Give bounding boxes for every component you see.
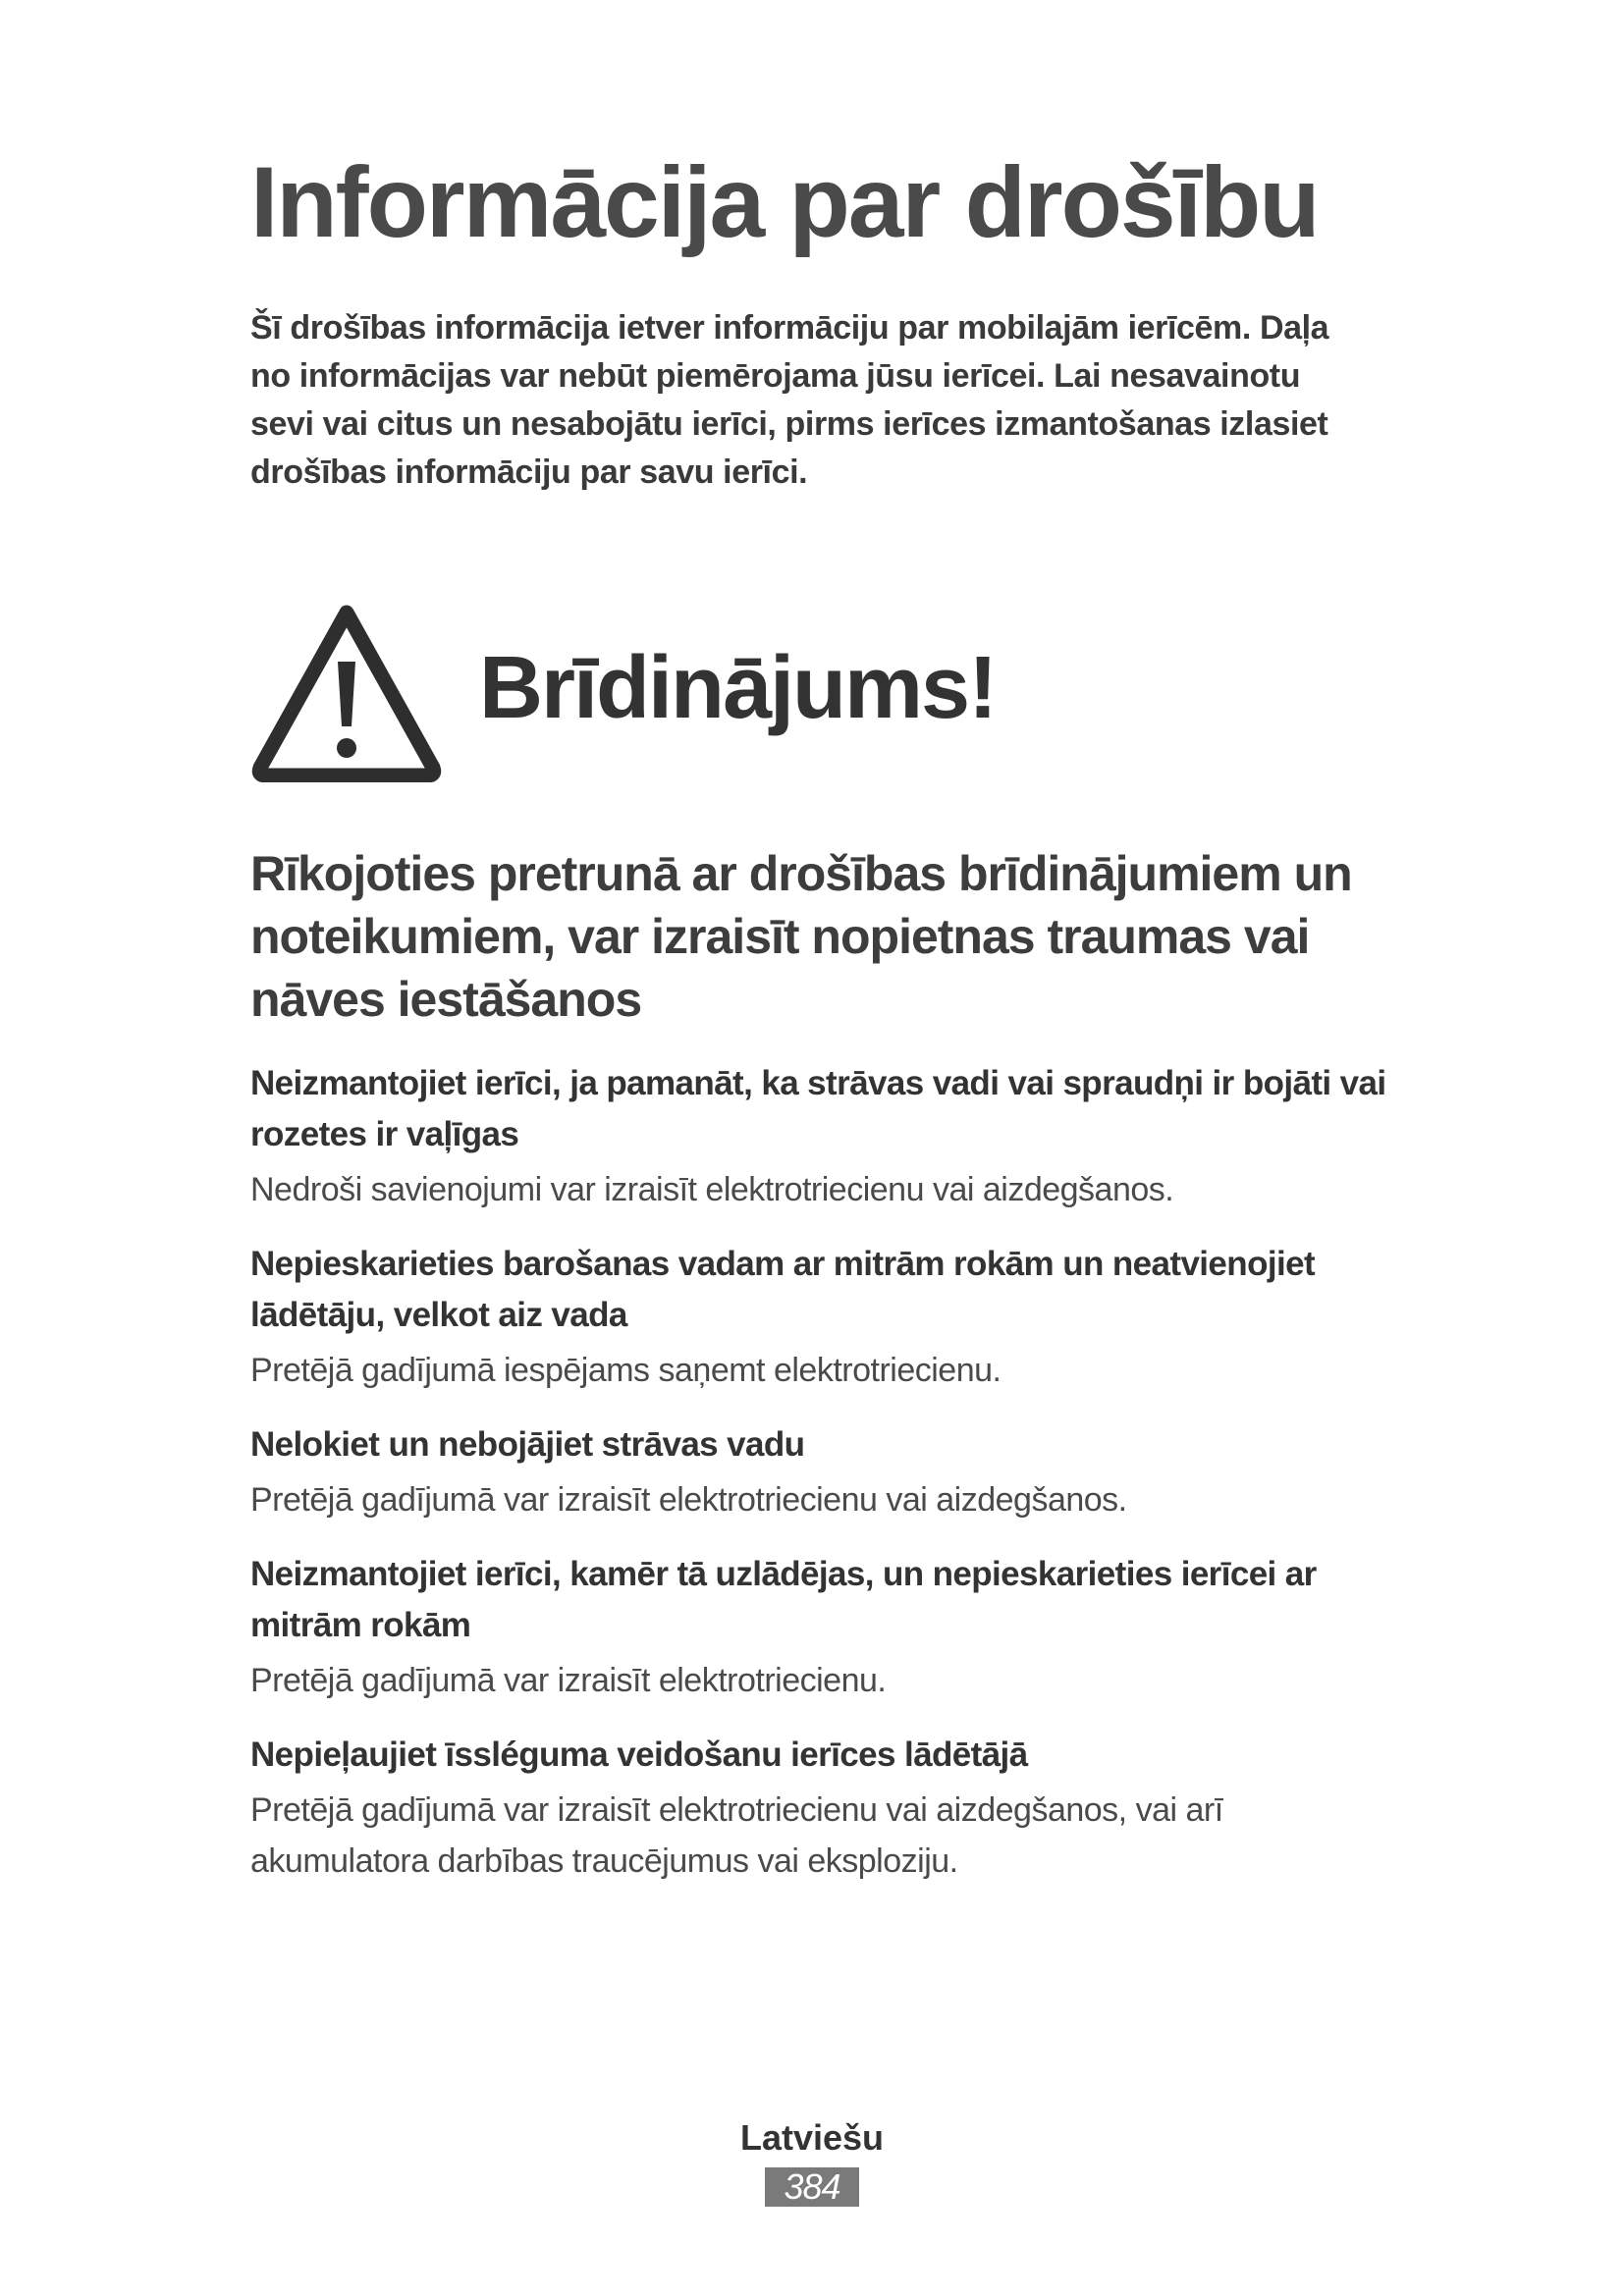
page-footer [0,2116,1624,2207]
footer-language: Latviešu [739,2117,885,2158]
safety-item-heading: Neizmantojiet ierīci, ja pamanāt, ka strāvas vadi vai spraudņi ir bojāti vai rozetes ir vaļīgas [250,1064,1386,1153]
safety-item-text: Pretējā gadījumā var izraisīt elektrotriecienu. [250,1662,887,1699]
safety-item-text: Pretējā gadījumā var izraisīt elektrotriecienu vai aizdegšanos. [250,1481,1127,1519]
warning-title: Brīdinājums! [479,639,997,737]
safety-item [250,1419,1409,1525]
safety-item [250,1239,1409,1396]
warning-header [250,601,1330,787]
safety-item-text: Pretējā gadījumā var izraisīt elektrotriecienu vai aizdegšanos, vai arī akumulatora darbības traucējumus vai eksploziju. [250,1791,1223,1880]
safety-item [250,1730,1409,1887]
safety-item-text: Pretējā gadījumā iespējams saņemt elektrotriecienu. [250,1352,1001,1389]
safety-item-heading: Neizmantojiet ierīci, kamēr tā uzlādējas, un nepieskarieties ierīcei ar mitrām rokām [250,1555,1317,1644]
page-number: 384 [765,2167,859,2207]
safety-item-text: Nedroši savienojumi var izraisīt elektrotriecienu vai aizdegšanos. [250,1171,1174,1208]
intro-paragraph: Šī drošības informācija ietver informāciju par mobilajām ierīcēm. Daļa no informācijas var nebūt piemērojama jūsu ierīcei. Lai nesavainotu sevi vai citus un nesabojātu ierīci, pirms ierīces izmantošanas izlasiet drošības informāciju par savu ierīci. [250,309,1329,491]
safety-item-heading: Nelokiet un nebojājiet strāvas vadu [250,1425,805,1464]
warning-triangle-icon [250,601,443,782]
safety-item [250,1549,1409,1706]
page-title: Informācija par drošību [250,146,1319,258]
safety-item [250,1058,1409,1215]
safety-items [250,1058,1409,1910]
safety-item-heading: Nepieskarieties barošanas vadam ar mitrām rokām un neatvienojiet lādētāju, velkot aiz vada [250,1245,1316,1334]
main-warning-heading: Rīkojoties pretrunā ar drošības brīdinājumiem un noteikumiem, var izraisīt nopietnas traumas vai nāves iestāšanos [250,846,1352,1027]
safety-item-heading: Nepieļaujiet īssléguma veidošanu ierīces lādētājā [250,1735,1028,1774]
